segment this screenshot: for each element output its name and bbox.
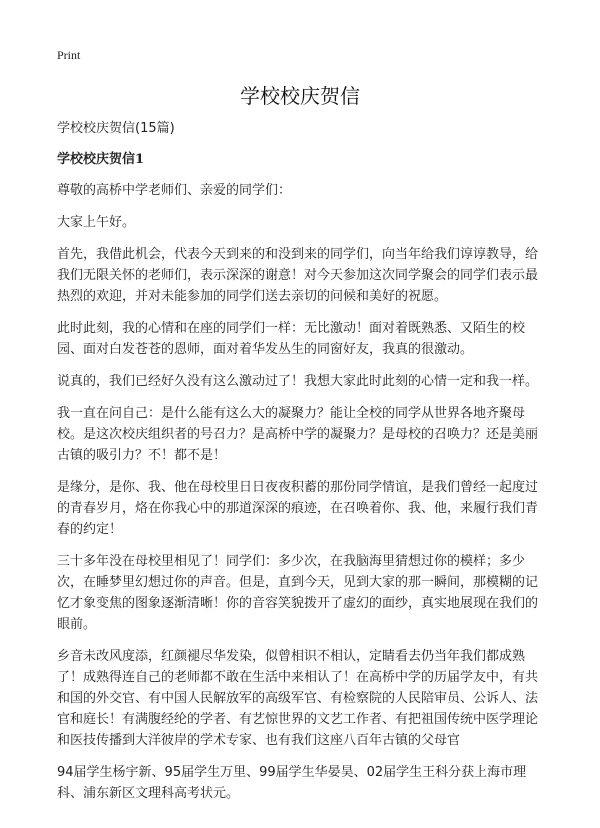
print-link[interactable]: Print <box>57 48 81 62</box>
body-paragraph: 说真的，我们已经好久没有这么激动过了！我想大家此时此刻的心情一定和我一样。 <box>57 374 539 389</box>
document-title: 学校校庆贺信 <box>240 84 360 108</box>
document-subtitle: 学校校庆贺信(15篇) <box>57 121 175 136</box>
body-paragraph: 三十多年没在母校里相见了！同学们：多少次，在我脑海里猜想过你的模样；多少次，在睡梦里幻想过你的声音。但是，直到今天，见到大家的那一瞬间，那模糊的记忆才象变焦的图象逐渐清晰！你的音容笑貌拨开了虚幻的面纱，真实地展现在我们的眼前。 <box>57 554 539 632</box>
document-body <box>57 118 547 815</box>
body-paragraph: 我一直在问自己：是什么能有这么大的凝聚力？能让全校的同学从世界各地齐聚母校。是这次校庆组织者的号召力？是高桥中学的凝聚力？是母校的召唤力？还是美丽古镇的吸引力？不！都不是！ <box>57 406 539 463</box>
body-paragraph: 94届学生杨宇新、95届学生万里、99届学生华晏昊、02届学生王科分获上海市理科、浦东新区文理科高考状元。 <box>57 765 527 801</box>
section-heading: 学校校庆贺信1 <box>57 152 145 167</box>
greeting: 大家上午好。 <box>57 215 136 230</box>
body-paragraph: 乡音未改风度添，红颜褪尽华发染，似曾相识不相认，定睛看去仍当年我们都成熟了！成熟得连自己的老师都不敢在生活中来相认了！在高桥中学的历届学友中，有共和国的外交官、有中国人民解放军的高级军官、有检察院的人民陪审员、公诉人、法官和庭长！有满腹经纶的学者、有艺惊世界的文艺工作者、有把祖国传统中医学理论和医技传播到大洋彼岸的学术专家、也有我们这座八百年古镇的父母官 <box>57 649 539 748</box>
body-paragraph: 首先，我借此机会，代表今天到来的和没到来的同学们，向当年给我们谆谆教导，给我们无限关怀的老师们，表示深深的谢意！对今天参加这次同学聚会的同学们表示最热烈的欢迎，并对未能参加的同学们送去亲切的问候和美好的祝愿。 <box>57 247 539 304</box>
body-paragraph: 是缘分，是你、我、他在母校里日日夜夜积蓄的那份同学情谊，是我们曾经一起度过的青春岁月，烙在你我心中的那道深深的痕迹，在召唤着你、我、他，来履行我们青春的约定！ <box>57 480 539 537</box>
body-paragraph: 此时此刻，我的心情和在座的同学们一样：无比激动！面对着既熟悉、又陌生的校园、面对白发苍苍的恩师，面对着华发丛生的同窗好友，我真的很激动。 <box>57 321 526 357</box>
salutation: 尊敬的高桥中学老师们、亲爱的同学们： <box>57 183 292 198</box>
